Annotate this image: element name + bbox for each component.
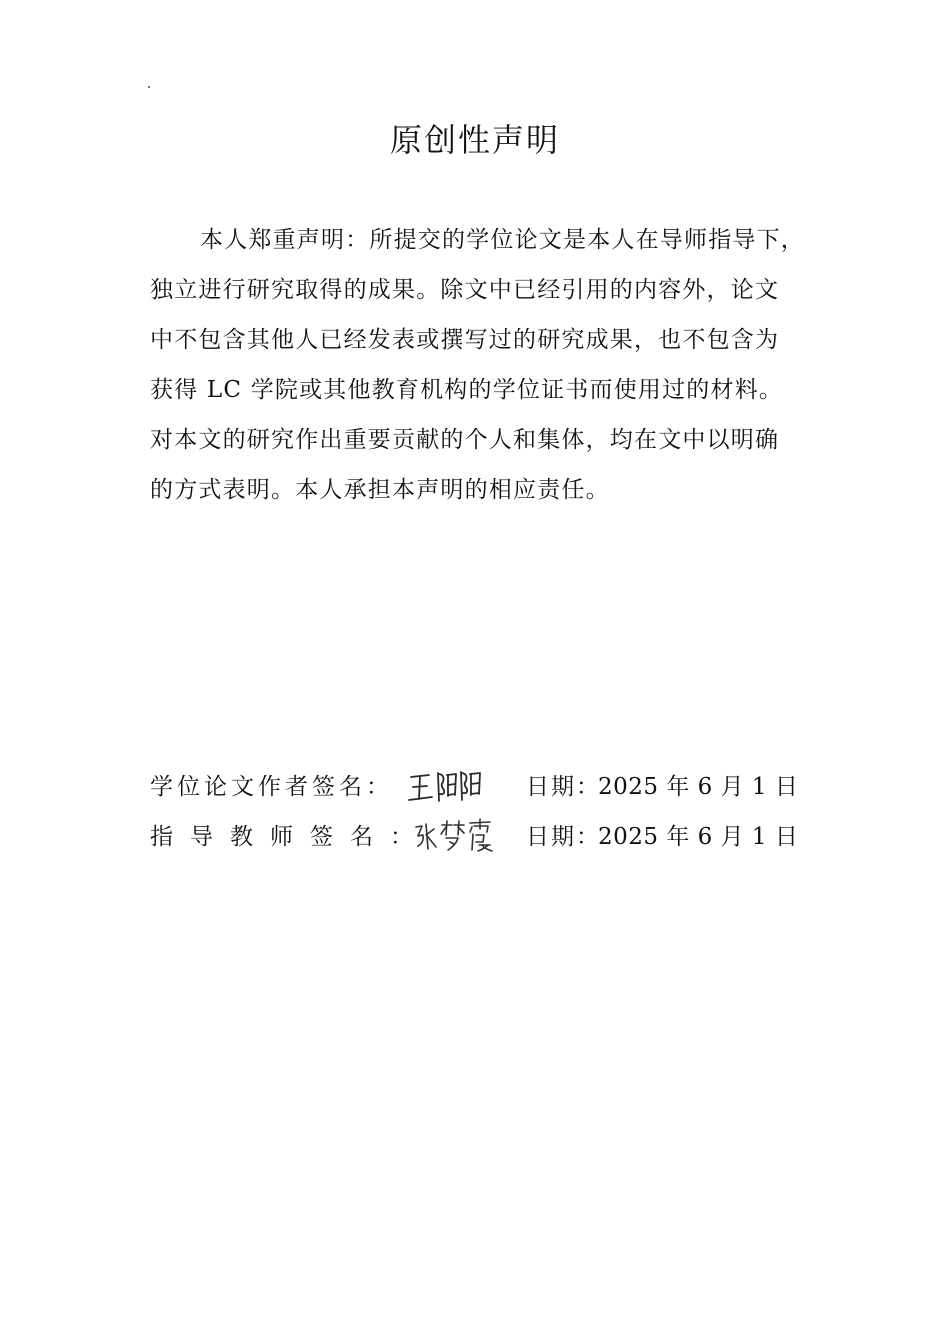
declaration-line: 对本文的研究作出重要贡献的个人和集体，均在文中以明确: [150, 427, 780, 453]
declaration-line: 获得 LC 学院或其他教育机构的学位证书而使用过的材料。: [150, 377, 784, 403]
declaration-paragraph: [150, 215, 830, 515]
advisor-signature-label: 指导教师签名：: [150, 824, 430, 850]
author-date-label: 日期：: [526, 774, 601, 800]
declaration-line: 中不包含其他人已经发表或撰写过的研究成果，也不包含为: [150, 327, 780, 353]
page-title: 原创性声明: [389, 121, 560, 159]
declaration-line: 独立进行研究取得的成果。除文中已经引用的内容外，论文: [150, 277, 780, 303]
page-mark-dot: [148, 86, 150, 88]
advisor-date-value: 2025 年 6 月 1 日: [598, 824, 799, 850]
advisor-handwritten-signature: [412, 805, 502, 865]
author-date-value: 2025 年 6 月 1 日: [598, 774, 799, 800]
declaration-line: 本人郑重声明：所提交的学位论文是本人在导师指导下，: [200, 227, 805, 253]
declaration-line: 的方式表明。本人承担本声明的相应责任。: [150, 477, 610, 503]
author-signature-label: 学位论文作者签名：: [150, 774, 393, 800]
advisor-date-label: 日期：: [526, 824, 601, 850]
